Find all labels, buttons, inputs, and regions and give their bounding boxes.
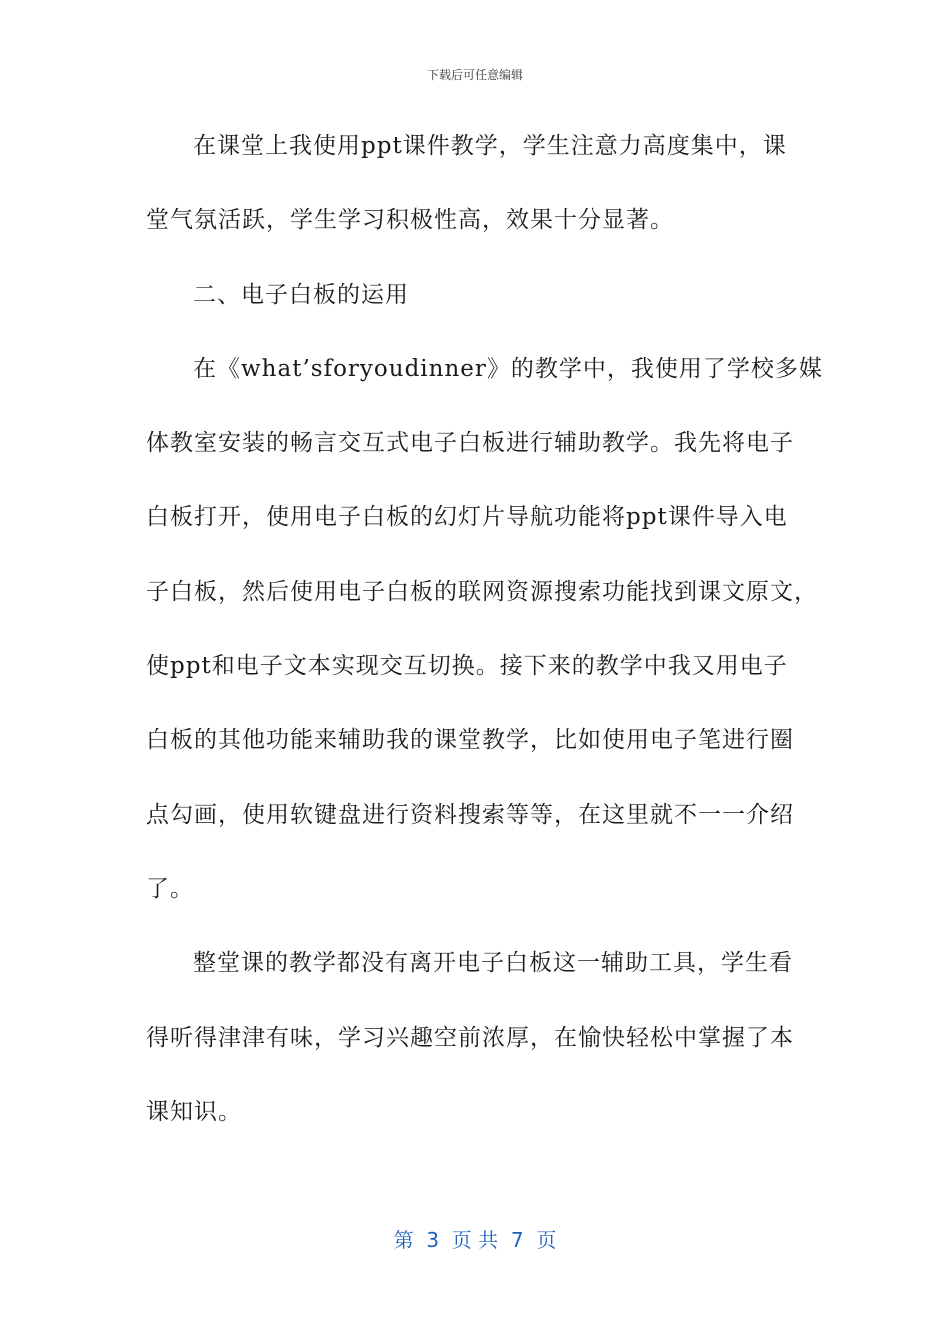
paragraph-line: 点勾画，使用软键盘进行资料搜索等等，在这里就不一一介绍	[146, 801, 794, 828]
paragraph-line: 堂气氛活跃，学生学习积极性高，效果十分显著。	[146, 207, 674, 234]
paragraph-line: 使ppt和电子文本实现交互切换。接下来的教学中我又用电子	[146, 653, 788, 680]
page-header: 下载后可任意编辑	[426, 68, 523, 82]
paragraph-line: 在课堂上我使用ppt课件教学，学生注意力高度集中，课	[193, 133, 787, 159]
paragraph-line: 体教室安装的畅言交互式电子白板进行辅助教学。我先将电子	[146, 430, 794, 457]
paragraph-line: 白板打开，使用电子白板的幻灯片导航功能将ppt课件导入电	[146, 504, 788, 531]
section-heading: 二、电子白板的运用	[193, 281, 409, 308]
page-number: 第 3 页 共 7 页	[393, 1228, 557, 1252]
paragraph-line: 白板的其他功能来辅助我的课堂教学，比如使用电子笔进行圈	[146, 727, 794, 754]
paragraph-line: 了。	[146, 875, 194, 902]
paragraph-line: 整堂课的教学都没有离开电子白板这一辅助工具，学生看	[193, 950, 793, 977]
paragraph-line: 在《what’sforyoudinner》的教学中，我使用了学校多媒	[193, 355, 823, 382]
paragraph-line: 得听得津津有味，学习兴趣空前浓厚，在愉快轻松中掌握了本	[146, 1024, 794, 1051]
document-body	[146, 118, 823, 1158]
paragraph-line: 课知识。	[146, 1098, 242, 1125]
paragraph-line: 子白板，然后使用电子白板的联网资源搜索功能找到课文原文，	[146, 578, 818, 605]
